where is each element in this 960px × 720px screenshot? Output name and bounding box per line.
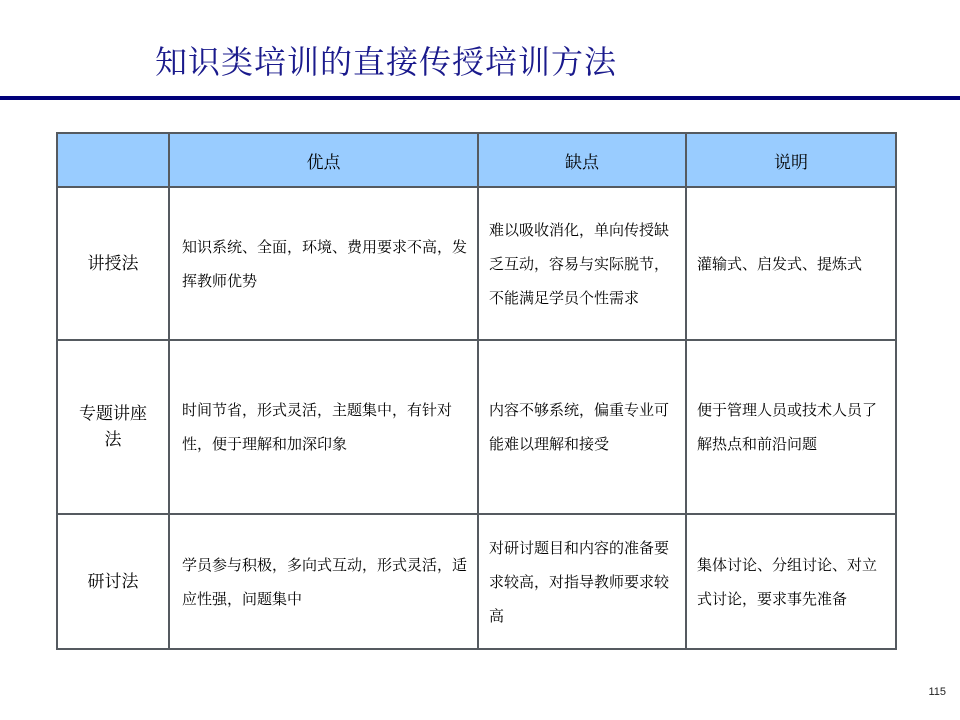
- cons-cell: 内容不够系统，偏重专业可能难以理解和接受: [478, 340, 686, 514]
- header-notes: 说明: [686, 133, 896, 187]
- notes-cell: 灌输式、启发式、提炼式: [686, 187, 896, 340]
- page-number: 115: [928, 686, 946, 698]
- notes-cell: 便于管理人员或技术人员了解热点和前沿问题: [686, 340, 896, 514]
- pros-cell: 学员参与积极，多向式互动，形式灵活，适应性强，问题集中: [169, 514, 478, 649]
- table-row: [57, 340, 896, 514]
- table-header-row: [57, 133, 896, 187]
- header-cons: 缺点: [478, 133, 686, 187]
- methods-table: [56, 132, 897, 650]
- cons-cell: 难以吸收消化，单向传授缺乏互动，容易与实际脱节，不能满足学员个性需求: [478, 187, 686, 340]
- header-pros: 优点: [169, 133, 478, 187]
- pros-cell: 知识系统、全面，环境、费用要求不高，发挥教师优势: [169, 187, 478, 340]
- method-name: 讲授法: [57, 187, 169, 340]
- slide-title: 知识类培训的直接传授培训方法: [155, 43, 618, 81]
- table-row: [57, 187, 896, 340]
- method-name: 专题讲座法: [57, 340, 169, 514]
- notes-cell: 集体讨论、分组讨论、对立式讨论，要求事先准备: [686, 514, 896, 649]
- pros-cell: 时间节省，形式灵活，主题集中，有针对性，便于理解和加深印象: [169, 340, 478, 514]
- header-method: [57, 133, 169, 187]
- title-divider: [0, 96, 960, 100]
- cons-cell: 对研讨题目和内容的准备要求较高，对指导教师要求较高: [478, 514, 686, 649]
- table-row: [57, 514, 896, 649]
- method-name: 研讨法: [57, 514, 169, 649]
